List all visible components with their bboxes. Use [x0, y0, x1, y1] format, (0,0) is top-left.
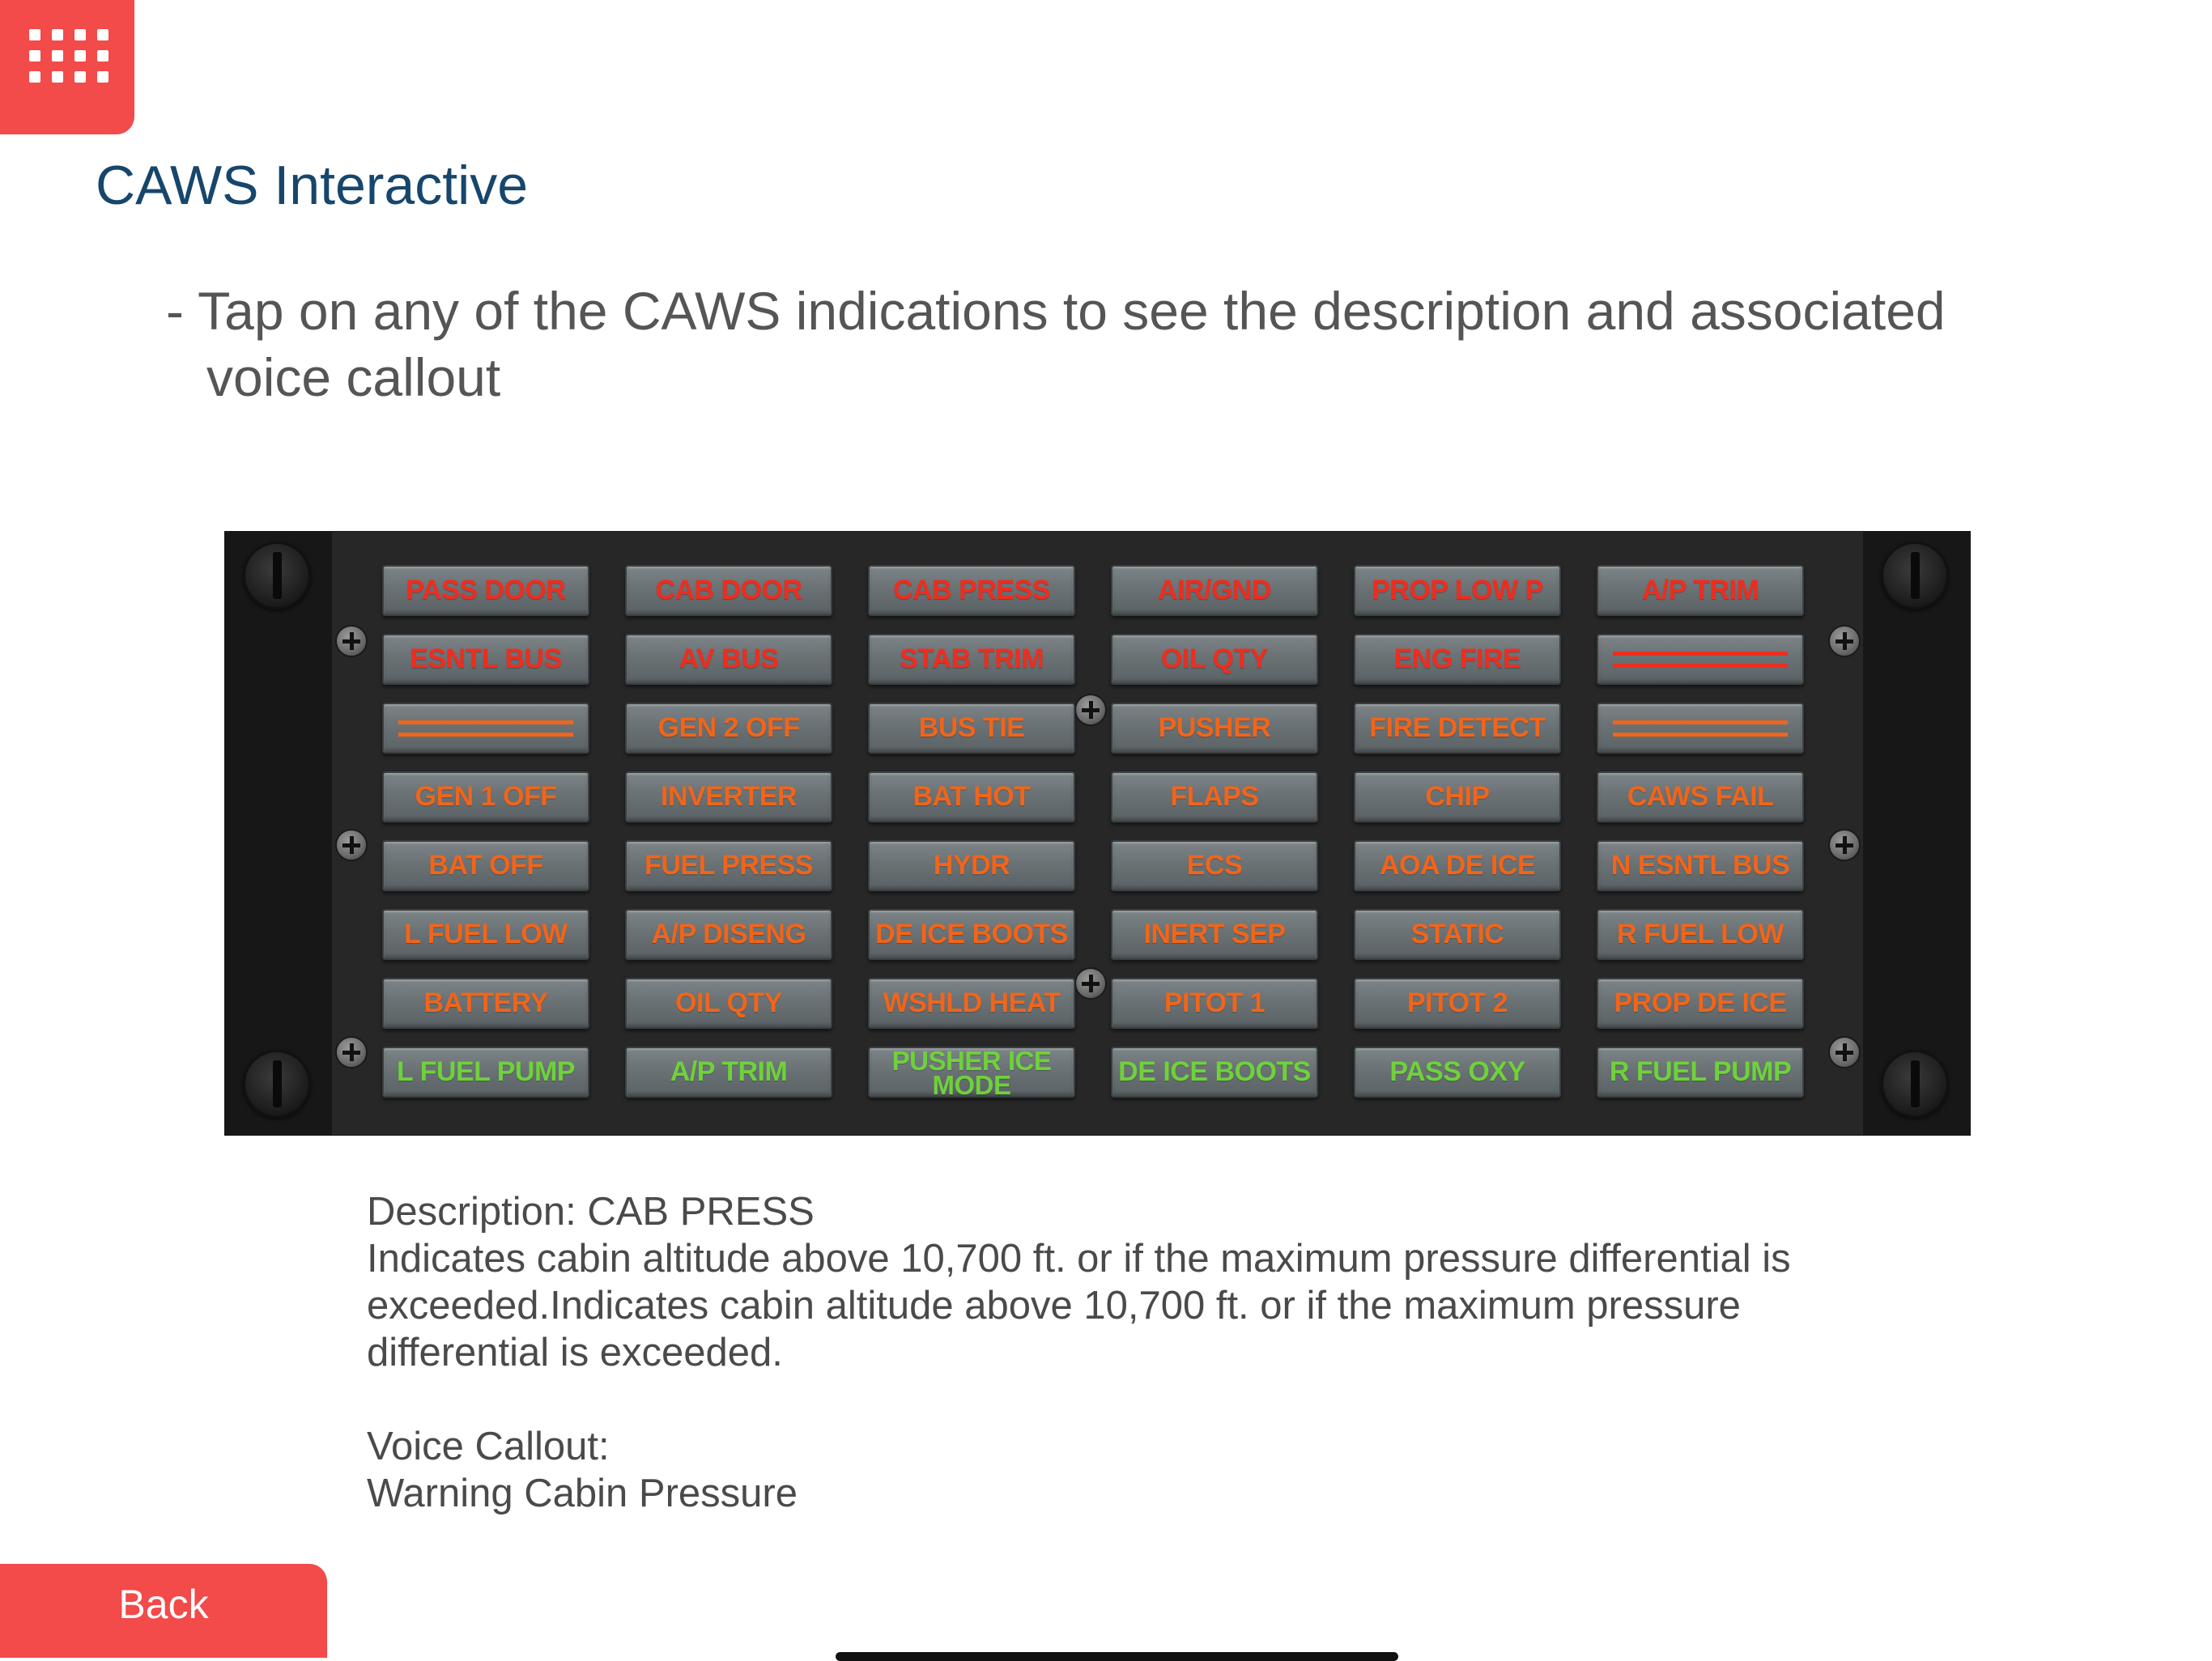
menu-dot — [29, 50, 40, 62]
voice-callout-text: Warning Cabin Pressure — [367, 1472, 798, 1515]
panel-left-rail — [225, 532, 332, 1135]
caws-annunciator-grid — [382, 565, 1804, 1098]
panel-screw-icon — [1881, 1050, 1949, 1118]
caws-indicator[interactable]: PASS DOOR — [382, 565, 589, 616]
menu-dot — [74, 50, 86, 62]
menu-dot — [97, 29, 108, 40]
caws-indicator[interactable]: WSHLD HEAT — [868, 978, 1075, 1029]
caws-indicator[interactable]: PASS OXY — [1354, 1047, 1561, 1098]
caws-indicator[interactable]: STAB TRIM — [868, 634, 1075, 685]
caws-blank-indicator[interactable] — [382, 703, 589, 754]
mount-screw-icon — [335, 1036, 368, 1068]
menu-dot — [74, 71, 86, 83]
caws-indicator[interactable]: ESNTL BUS — [382, 634, 589, 685]
caws-indicator[interactable]: L FUEL LOW — [382, 909, 589, 960]
description-heading: Description: CAB PRESS — [367, 1190, 815, 1234]
caws-indicator[interactable]: CAB PRESS — [868, 565, 1075, 616]
blank-indicator-bars-icon — [1613, 712, 1788, 745]
caws-indicator[interactable]: AOA DE ICE — [1354, 840, 1561, 891]
mount-screw-icon — [335, 625, 368, 657]
caws-indicator[interactable]: BAT HOT — [868, 771, 1075, 822]
caws-indicator[interactable]: CAWS FAIL — [1597, 771, 1804, 822]
caws-blank-indicator[interactable] — [1597, 634, 1804, 685]
caws-indicator[interactable]: INVERTER — [625, 771, 832, 822]
grid-menu-icon[interactable] — [0, 0, 134, 134]
panel-right-rail — [1863, 532, 1970, 1135]
caws-indicator[interactable]: A/P TRIM — [1597, 565, 1804, 616]
menu-dot — [29, 71, 40, 83]
menu-dot — [52, 50, 63, 62]
mount-screw-icon — [1828, 829, 1861, 861]
instruction-line-1: - Tap on any of the CAWS indications to see the description and associated — [166, 281, 1946, 341]
caws-indicator[interactable]: STATIC — [1354, 909, 1561, 960]
caws-indicator[interactable]: DE ICE BOOTS — [868, 909, 1075, 960]
mount-screw-icon — [1828, 625, 1861, 657]
menu-dot — [52, 71, 63, 83]
menu-dot — [52, 29, 63, 40]
page-title: CAWS Interactive — [96, 155, 529, 216]
menu-dot — [97, 50, 108, 62]
caws-indicator[interactable]: A/P DISENG — [625, 909, 832, 960]
caws-indicator[interactable]: INERT SEP — [1111, 909, 1318, 960]
caws-indicator[interactable]: BAT OFF — [382, 840, 589, 891]
instruction-line-2: voice callout — [206, 347, 501, 407]
caws-indicator[interactable]: OIL QTY — [1111, 634, 1318, 685]
caws-blank-indicator[interactable] — [1597, 703, 1804, 754]
caws-indicator[interactable]: AIR/GND — [1111, 565, 1318, 616]
caws-indicator[interactable]: PUSHER ICE MODE — [868, 1047, 1075, 1098]
caws-indicator[interactable]: OIL QTY — [625, 978, 832, 1029]
caws-indicator[interactable]: DE ICE BOOTS — [1111, 1047, 1318, 1098]
caws-indicator[interactable]: CAB DOOR — [625, 565, 832, 616]
caws-indicator[interactable]: FLAPS — [1111, 771, 1318, 822]
caws-indicator[interactable]: PUSHER — [1111, 703, 1318, 754]
caws-indicator[interactable]: ECS — [1111, 840, 1318, 891]
blank-indicator-bars-icon — [398, 712, 573, 745]
caws-indicator[interactable]: R FUEL PUMP — [1597, 1047, 1804, 1098]
menu-dot — [29, 29, 40, 40]
mount-screw-icon — [335, 829, 368, 861]
caws-indicator[interactable]: CHIP — [1354, 771, 1561, 822]
blank-indicator-bars-icon — [1613, 644, 1788, 676]
description-spacer — [367, 1376, 1905, 1423]
panel-screw-icon — [1881, 542, 1949, 610]
caws-panel — [224, 531, 1971, 1136]
back-button[interactable]: Back — [0, 1564, 327, 1658]
caws-indicator[interactable]: BUS TIE — [868, 703, 1075, 754]
panel-screw-icon — [243, 1050, 311, 1118]
description-body: Indicates cabin altitude above 10,700 ft. or if the maximum pressure differential is exceeded.Indicates cabin altitude above 10,700 ft. or if the maximum pressure differential is exceeded. — [367, 1237, 1791, 1374]
caws-indicator[interactable]: PROP LOW P — [1354, 565, 1561, 616]
caws-indicator[interactable]: FUEL PRESS — [625, 840, 832, 891]
caws-indicator[interactable]: ENG FIRE — [1354, 634, 1561, 685]
caws-indicator[interactable]: BATTERY — [382, 978, 589, 1029]
caws-indicator[interactable]: L FUEL PUMP — [382, 1047, 589, 1098]
caws-indicator[interactable]: PROP DE ICE — [1597, 978, 1804, 1029]
panel-screw-icon — [243, 542, 311, 610]
menu-dot — [74, 29, 86, 40]
instruction-text — [166, 278, 2028, 410]
caws-indicator[interactable]: PITOT 2 — [1354, 978, 1561, 1029]
caws-indicator[interactable]: GEN 1 OFF — [382, 771, 589, 822]
caws-indicator[interactable]: N ESNTL BUS — [1597, 840, 1804, 891]
caws-indicator[interactable]: FIRE DETECT — [1354, 703, 1561, 754]
menu-dot — [97, 71, 108, 83]
caws-indicator[interactable]: R FUEL LOW — [1597, 909, 1804, 960]
caws-indicator[interactable]: A/P TRIM — [625, 1047, 832, 1098]
caws-indicator[interactable]: AV BUS — [625, 634, 832, 685]
description-panel — [367, 1188, 1905, 1517]
caws-indicator[interactable]: PITOT 1 — [1111, 978, 1318, 1029]
voice-callout-label: Voice Callout: — [367, 1425, 610, 1468]
caws-indicator[interactable]: HYDR — [868, 840, 1075, 891]
caws-indicator[interactable]: GEN 2 OFF — [625, 703, 832, 754]
mount-screw-icon — [1828, 1036, 1861, 1068]
home-indicator[interactable] — [836, 1652, 1398, 1661]
